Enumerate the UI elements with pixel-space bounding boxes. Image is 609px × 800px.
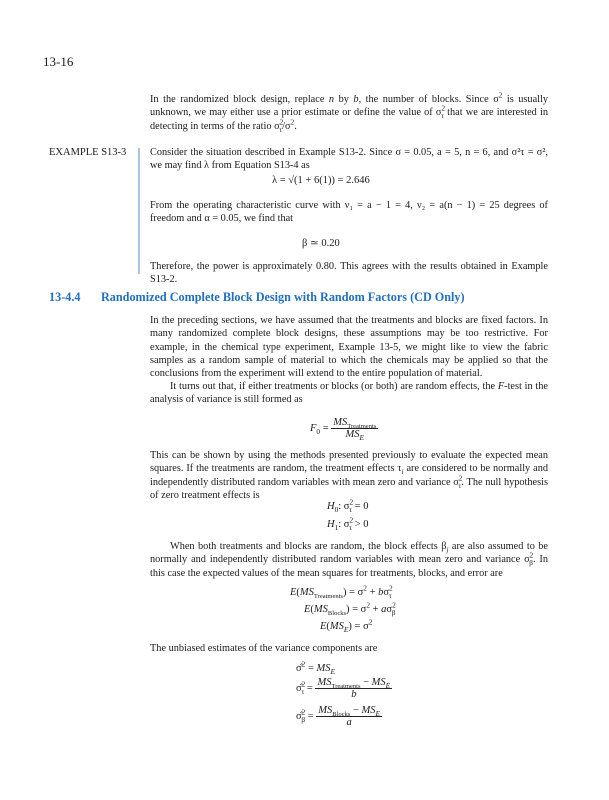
example-label: EXAMPLE S13-3 <box>49 147 127 158</box>
section-title: Randomized Complete Block Design with Random Factors (CD Only) <box>101 290 465 304</box>
example-rule <box>138 148 140 274</box>
example-text: Consider the situation described in Example S13-2. Since σ = 0.05, a = 5, n = 6, and σ²τ = σ², we may find λ from Equation S13-4 as <box>150 147 548 172</box>
page-number: 13-16 <box>43 54 74 69</box>
section-number: 13-4.4 <box>49 290 81 304</box>
body-paragraph-3: This can be shown by using the methods presented previously to evaluate the expected mean squares. If the treatments are random, the treatment effects $\tau_i$ are considered to be normally and independently distributed random variables with mean zero and variance $\sigma^2_\tau$. The null hypothesis of zero treatment effects is <box>150 450 549 501</box>
sigma-hat-estimate: σ̂$^2$ = $MS_E$ <box>296 659 336 677</box>
body-paragraph-1: In the preceding sections, we have assumed that the treatments and blocks are fixed factors. In many randomized complete block designs, these assumptions may be too restrictive. For example, in the chemical type experiment, Example 13-5, we might like to view the fabric samples as a random sample of material to which the chemicals may be applied so that the conclusions from the experiment will extend to the entire population of material. <box>150 315 548 380</box>
intro-paragraph: In the randomized block design, replace n by b, the number of blocks. Since $\sigma^2$ is usually unknown, we may either use a prior estimate or define the value of $\sigma^2_\tau$ that we are interested in detecting in terms of the ratio $\sigma^2_\tau/\sigma^2$. <box>150 91 549 134</box>
expected-ms-blocks: $E(MS_{Blocks}) = \sigma^2 + a\sigma^2_\beta$ <box>304 600 396 618</box>
body-paragraph-4: When both treatments and blocks are random, the block effects $\beta_j$ are also assumed to be normally and independently distributed random variables with mean zero and variance $\sigma^2_\beta$. In this case the expected values of the mean squares for treatments, blocks, and error are <box>150 541 548 579</box>
expected-ms-treatments: $E(MS_{Treatments}) = \sigma^2 + b\sigma^2_\tau$ <box>290 583 393 601</box>
body-paragraph-5: The unbiased estimates of the variance components are <box>150 643 378 654</box>
f0-equation: $F_0$ = $\frac{MS_{Treatments}}{MS_E}$ <box>310 417 377 443</box>
example-conclusion: Therefore, the power is approximately 0.80. This agrees with the results obtained in Example S13-2. <box>150 261 548 286</box>
sigma-tau-estimate: σ̂$^2_\tau$ = $\frac{MS_{Treatments} - MS_E}{b}$ <box>296 677 391 700</box>
body-paragraph-2: It turns out that, if either treatments or blocks (or both) are random effects, the F-test in the analysis of variance is still formed as <box>150 381 548 406</box>
null-hypothesis: $H_0$: $\sigma^2_\tau = 0$ <box>327 497 369 515</box>
sigma-beta-estimate: σ̂$^2_\beta$ = $\frac{MS_{Blocks} - MS_E}{a}$ <box>296 705 380 728</box>
lambda-equation: λ = √(1 + 6(1)) = 2.646 <box>272 175 370 186</box>
oc-curve-text: From the operating characteristic curve with ν₁ = a − 1 = 4, ν₂ = a(n − 1) = 25 degrees of freedom and α = 0.05, we find that <box>150 200 548 225</box>
expected-ms-error: $E(MS_E) = \sigma^2$ <box>320 617 373 635</box>
section-heading <box>49 290 465 305</box>
beta-equation: β ≃ 0.20 <box>302 238 340 249</box>
alternative-hypothesis: $H_1$: $\sigma^2_\tau > 0$ <box>327 515 369 533</box>
